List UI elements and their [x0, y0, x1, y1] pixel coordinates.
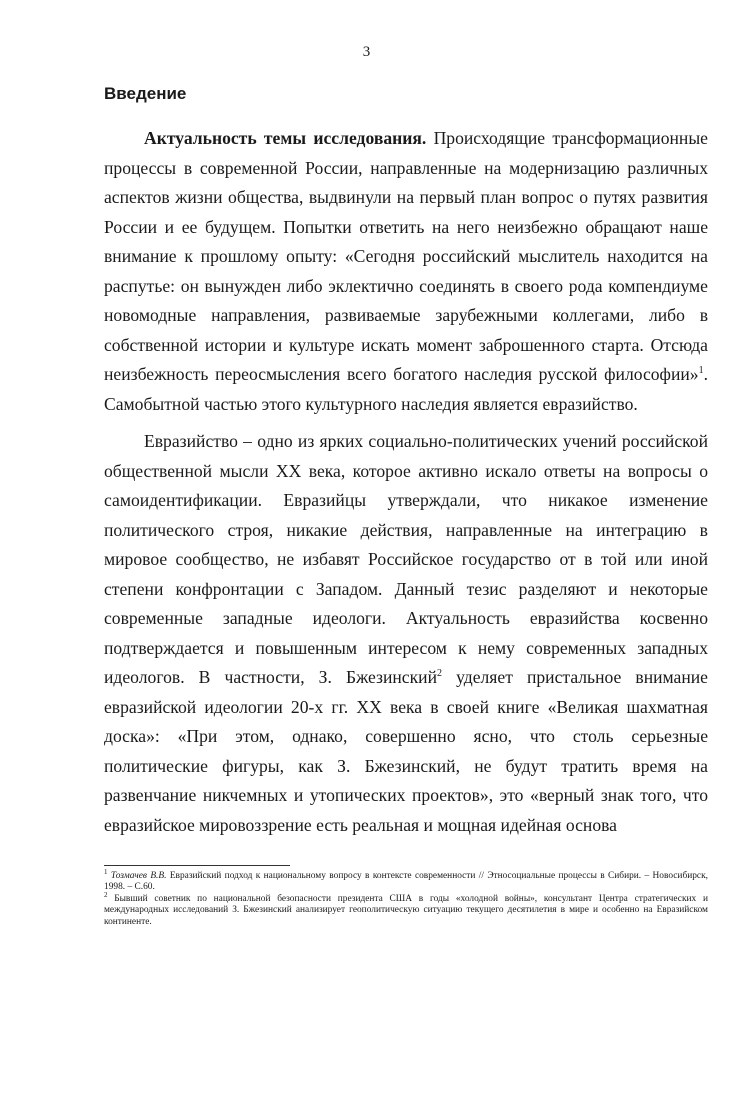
footnote-1	[104, 867, 708, 894]
paragraph-text: Происходящие трансформационные процессы в современной России, направленные на модернизацию различных аспектов жизни общества, выдвинули на первый план вопрос о путях развития России и ее будущем. Попытки ответить на него неизбежно обращают наше внимание к прошлому опыту: «Сегодня российский мыслитель находится на распутье: он вынужден либо эклектично соединять в своего рода компендиуме новомодные направления, развиваемые зарубежными коллегами, либо в собственной истории и культуре искать момент заброшенного старта. Отсюда неизбежность переосмысления всего богатого наследия русской философии»	[104, 128, 708, 384]
page-number: 3	[362, 44, 371, 60]
footnote-author: Тозмачев В.В.	[110, 871, 167, 881]
paragraph-eurasianism	[104, 427, 708, 840]
footnote-number: 1	[104, 867, 108, 876]
section-heading: Введение	[104, 84, 187, 103]
footnote-text: Бывший советник по национальной безопасности президента США в годы «холодной войны», консультант Центра стратегических и международных исследований З. Бжезинский анализирует геополитическую ситуацию текущего десятилетия в мире и особенно на Евразийском континенте.	[104, 893, 708, 927]
body-text	[104, 124, 708, 840]
paragraph-lead: Актуальность темы исследования.	[144, 128, 427, 148]
paragraph-text: . Самобытной частью этого культурного наследия является евразийство.	[104, 364, 708, 414]
footnotes	[104, 867, 708, 928]
footnote-number: 2	[104, 890, 108, 899]
footnote-2	[104, 890, 708, 928]
footnote-separator	[104, 865, 290, 866]
footnote-text: Евразийский подход к национальному вопросу в контексте современности // Этносоциальные процессы в Сибири. – Новосибирск, 1998. – С.60.	[104, 871, 708, 893]
footnote-ref-2: 2	[437, 668, 442, 680]
paragraph-text: Евразийство – одно из ярких социально-политических учений российской общественной мысли XX века, которое активно искало ответы на вопросы о самоидентификации. Евразийцы утверждали, что никакое изменение политического строя, никакие действия, направленные на интеграцию в мировое сообщество, не избавят Российское государство от в той или иной степени конфронтации с Западом. Данный тезис разделяют и некоторые современные западные идеологи. Актуальность евразийства косвенно подтверждается и повышенным интересом к нему современных западных идеологов. В частности, З. Бжезинский	[104, 431, 708, 687]
footnote-ref-1: 1	[698, 365, 704, 377]
paragraph-relevance	[104, 124, 708, 419]
paragraph-text: уделяет пристальное внимание евразийской идеологии 20-х гг. XX века в своей книге «Великая шахматная доска»: «При этом, однако, совершенно ясно, что столь серьезные политические фигуры, как З. Бжезинский, не будут тратить время на развенчание никчемных и утопических проектов», это «верный знак того, что евразийское мировоззрение есть реальная и мощная идейная основа	[104, 667, 708, 835]
